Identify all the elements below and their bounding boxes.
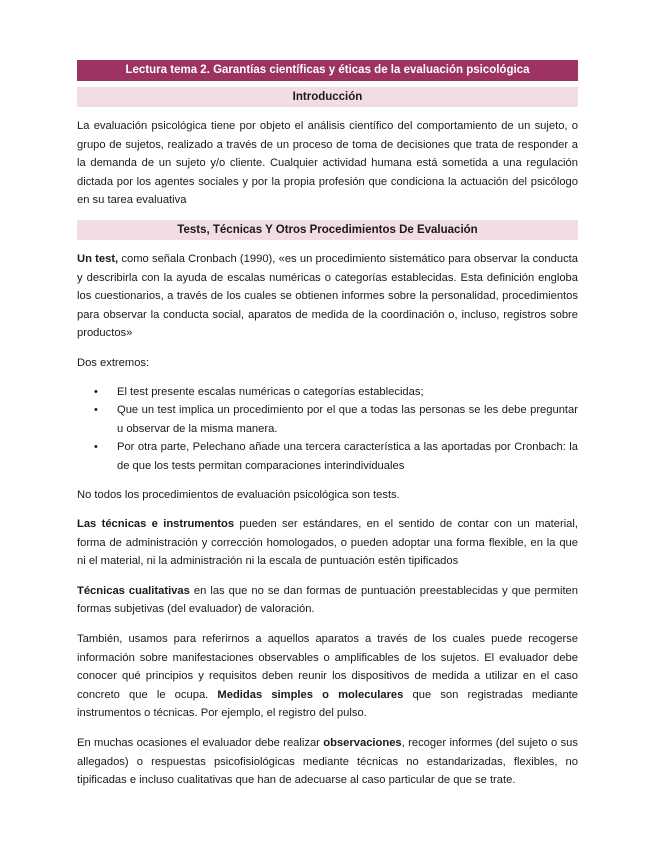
document-page — [77, 60, 578, 790]
observations-text-start: En muchas ocasiones el evaluador debe realizar — [77, 737, 324, 750]
intro-paragraph: La evaluación psicológica tiene por objeto el análisis científico del comportamiento de un sujeto, o grupo de sujetos, realizado a través de un proceso de toma de decisiones que trata de responder a la demanda de un sujeto y/o cliente. Cualquier actividad humana está sometida a una regulación dictada por los agentes sociales y por la propia profesión que condiciona la actuación del psicólogo en su tarea evaluativa — [77, 120, 578, 207]
not-all-tests-paragraph: No todos los procedimientos de evaluación psicológica son tests. — [77, 488, 400, 501]
techniques-paragraph — [77, 515, 578, 571]
qualitative-term: Técnicas cualitativas — [77, 584, 190, 597]
techniques-text: pueden ser estándares, en el sentido de contar con un material, forma de administración y corrección homologados, o pueden adoptar una forma flexible, en la que ni el material, ni la administración ni la escala de puntuación estén tipificados — [77, 518, 578, 568]
section-heading-tests: Tests, Técnicas Y Otros Procedimientos De Evaluación — [77, 220, 578, 240]
observations-text-end: , recoger informes (del sujeto o sus allegados) o respuestas psicofisiológicas mediante técnicas no estandarizadas, flexibles, no tipificadas e incluso cualitativas que han de adecuarse al caso particular de que se trate. — [77, 737, 578, 787]
simple-measures-text: que son registradas mediante instrumentos o técnicas. Por ejemplo, el registro del pulso. — [77, 688, 578, 720]
observations-term: observaciones — [323, 737, 402, 750]
techniques-term: Las técnicas e instrumentos — [77, 518, 235, 531]
bullet-icon: • — [94, 404, 98, 417]
qualitative-paragraph — [77, 582, 578, 619]
list-item-text: El test presente escalas numéricas o categorías establecidas; — [117, 385, 424, 398]
list-item-text: Que un test implica un procedimiento por el que a todas las personas se les debe preguntar u observar de la misma manera. — [117, 404, 578, 435]
devices-paragraph — [77, 630, 578, 723]
qualitative-text: en las que no se dan formas de puntuación preestablecidas y que permiten formas subjetivas (del evaluador) de valoración. — [77, 584, 578, 616]
extremes-list — [77, 383, 578, 476]
list-item — [77, 438, 578, 475]
test-term: Un test, — [77, 252, 119, 265]
test-definition-paragraph — [77, 250, 578, 343]
list-item — [77, 401, 578, 438]
devices-text: También, usamos para referirnos a aquellos aparatos a través de los cuales puede recogerse información sobre manifestaciones observables o amplificables de los sujetos. El evaluador debe conocer qué principios y requisitos deben reunir los dispositivos de medida a utilizar en el caso concreto que le ocupa. — [77, 633, 578, 701]
test-definition-text: como señala Cronbach (1990), «es un procedimiento sistemático para observar la conducta y describirla con la ayuda de escalas numéricas o categorías establecidas. Esta definición engloba los cuestionarios, a través de los cuales se obtienen informes sobre la personalidad, procedimientos para observar la conducta social, aparatos de medida de la coordinación o, incluso, registros sobre productos» — [77, 252, 578, 340]
simple-measures-term: Medidas simples o moleculares — [217, 688, 404, 701]
extremes-label: Dos extremos: — [77, 356, 150, 369]
observations-paragraph — [77, 734, 578, 790]
section-heading-intro: Introducción — [77, 87, 578, 107]
bullet-icon: • — [94, 385, 98, 398]
document-title: Lectura tema 2. Garantías científicas y éticas de la evaluación psicológica — [77, 60, 578, 81]
bullet-icon: • — [94, 441, 98, 454]
list-item — [77, 383, 578, 402]
list-item-text: Por otra parte, Pelechano añade una tercera característica a las aportadas por Cronbach: la de que los tests permitan comparaciones interindividuales — [117, 441, 578, 472]
